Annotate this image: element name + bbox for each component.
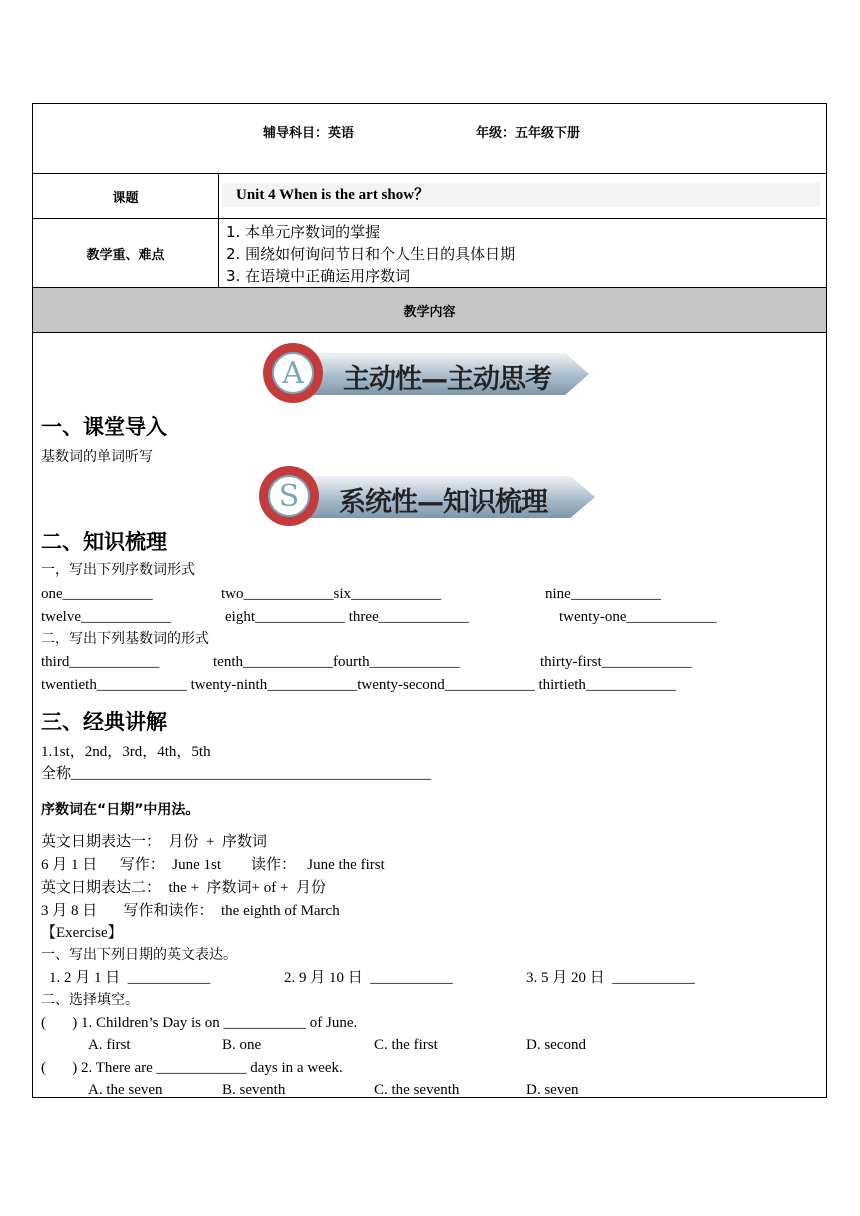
key-point-1: 1. 本单元序数词的掌握 (226, 223, 381, 241)
key-point-3: 3. 在语境中正确运用序数词 (226, 267, 411, 285)
q1-option-d: D. second (526, 1037, 586, 1053)
letter-s-icon: S (259, 466, 319, 526)
row3-c: thirty-first____________ (540, 654, 692, 670)
row2-c: twenty-one____________ (559, 609, 717, 625)
section2-title: 二、知识梳理 (41, 530, 167, 554)
section1-title: 一、课堂导入 (41, 415, 167, 439)
topic-row (33, 174, 826, 219)
row4: twentieth____________ twenty-ninth____________twenty-second____________ thirtieth____________ (41, 677, 676, 693)
subject-label: 辅导科目：英语 (263, 126, 355, 141)
row1-a: one____________ (41, 586, 153, 602)
section1-text: 基数词的单词听写 (41, 449, 153, 465)
key-points-label: 教学重、难点 (33, 219, 219, 287)
q2-option-a: A. the seven (88, 1082, 163, 1098)
q2-option-c: C. the seventh (374, 1082, 460, 1098)
topic-label: 课题 (33, 174, 219, 218)
usage-4: 3 月 8 日 写作和读作： the eighth of March (41, 903, 340, 919)
key-point-2: 2. 围绕如何询问节日和个人生日的具体日期 (226, 245, 516, 263)
key-points-row (33, 219, 826, 288)
q2-option-d: D. seven (526, 1082, 579, 1098)
grade-label: 年级：五年级下册 (476, 126, 581, 141)
banner-s (259, 466, 599, 530)
row3-a: third____________ (41, 654, 160, 670)
ex1-item-1: 1. 2 月 1 日 ___________ (49, 970, 211, 986)
ex1-item-2: 2. 9 月 10 日 ___________ (284, 970, 453, 986)
q2-option-b: B. seventh (222, 1082, 286, 1098)
content-body (33, 333, 826, 1097)
banner-s-text: 系统性—知识梳理 (339, 487, 547, 518)
usage-title: 序数词在“日期”中用法。 (41, 802, 200, 818)
section3-title: 三、经典讲解 (41, 710, 167, 734)
q1-option-b: B. one (222, 1037, 262, 1053)
row2-b: eight____________ three____________ (225, 609, 469, 625)
part2-title: 二，写出下列基数词的形式 (41, 631, 209, 647)
usage-3: 英文日期表达二： the + 序数词+ of + 月份 (41, 880, 326, 896)
full-name-line: 全称________________________________________________ (41, 766, 432, 782)
ordinal-line: 1.1st，2nd，3rd，4th，5th (41, 744, 211, 760)
q1-option-a: A. first (88, 1037, 131, 1053)
lesson-table (32, 103, 827, 1098)
letter-a-icon: A (263, 343, 323, 403)
row2-a: twelve____________ (41, 609, 171, 625)
banner-a (263, 343, 593, 407)
question-1: ( ) 1. Children’s Day is on ___________ of June. (41, 1015, 358, 1031)
banner-a-text: 主动性—主动思考 (343, 364, 551, 395)
row1-c: nine____________ (545, 586, 661, 602)
q1-option-c: C. the first (374, 1037, 438, 1053)
content-header: 教学内容 (33, 288, 826, 333)
part1-title: 一，写出下列序数词形式 (41, 562, 195, 578)
exercise-label: 【Exercise】 (41, 925, 123, 941)
ex1-title: 一、写出下列日期的英文表达。 (41, 947, 237, 963)
header-row (33, 104, 826, 174)
row3-b: tenth____________fourth____________ (213, 654, 460, 670)
question-2: ( ) 2. There are ____________ days in a week. (41, 1060, 343, 1076)
row1-b: two____________six____________ (221, 586, 442, 602)
ex2-title: 二、选择填空。 (41, 992, 139, 1008)
usage-2: 6 月 1 日 写作： June 1st 读作： June the first (41, 857, 385, 873)
usage-1: 英文日期表达一： 月份 + 序数词 (41, 834, 267, 850)
ex1-item-3: 3. 5 月 20 日 ___________ (526, 970, 695, 986)
topic-value: Unit 4 When is the art show？ (222, 183, 820, 207)
